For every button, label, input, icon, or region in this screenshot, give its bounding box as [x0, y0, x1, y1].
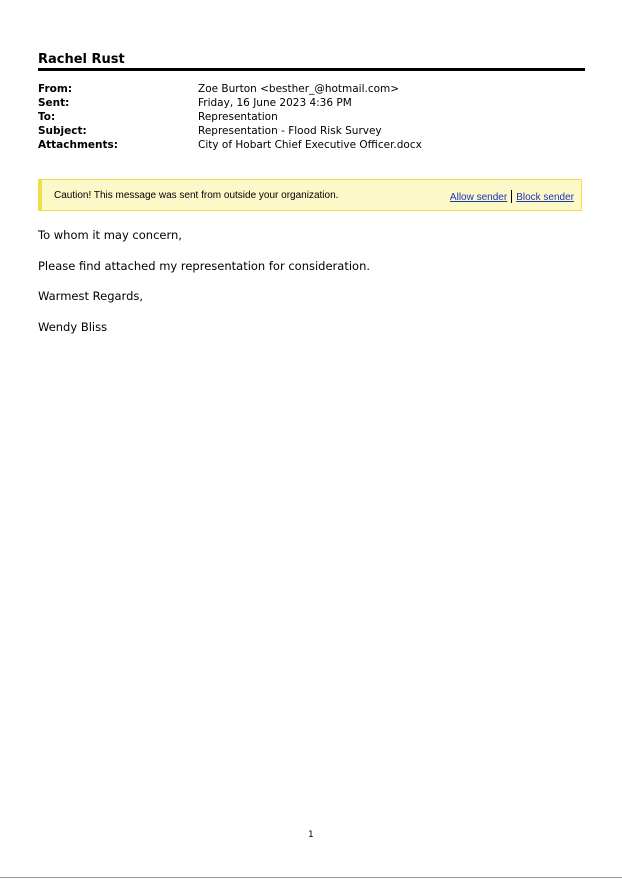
mailbox-owner-name: Rachel Rust	[38, 52, 125, 67]
email-header	[38, 82, 585, 152]
to-label: To:	[38, 111, 56, 123]
sent-row	[38, 96, 585, 110]
sent-value: Friday, 16 June 2023 4:36 PM	[198, 97, 352, 109]
attachment-file-name[interactable]: City of Hobart Chief Executive Officer.docx	[198, 139, 422, 151]
sent-label: Sent:	[38, 97, 70, 109]
attachments-label: Attachments:	[38, 139, 118, 151]
body-greeting: To whom it may concern,	[38, 228, 182, 242]
from-label: From:	[38, 83, 73, 95]
sender-actions	[450, 190, 574, 203]
body-line: Please find attached my representation for consideration.	[38, 259, 371, 273]
page-number: 1	[308, 830, 314, 840]
subject-value: Representation - Flood Risk Survey	[198, 125, 382, 137]
warning-text: Caution! This message was sent from outside your organization.	[54, 190, 339, 201]
to-value: Representation	[198, 111, 278, 123]
to-row	[38, 110, 585, 124]
allow-sender-link[interactable]: Allow sender	[449, 192, 508, 203]
body-closing: Warmest Regards,	[38, 289, 144, 303]
attachments-row	[38, 138, 585, 152]
page-bottom-edge	[0, 877, 622, 878]
block-sender-link[interactable]: Block sender	[516, 192, 574, 203]
subject-label: Subject:	[38, 125, 87, 137]
from-row	[38, 82, 585, 96]
from-value: Zoe Burton <besther_@hotmail.com>	[198, 83, 400, 95]
link-separator	[511, 190, 512, 203]
subject-row	[38, 124, 585, 138]
body-signature: Wendy Bliss	[38, 320, 108, 334]
external-sender-warning-banner	[38, 179, 582, 211]
header-divider	[38, 68, 585, 71]
